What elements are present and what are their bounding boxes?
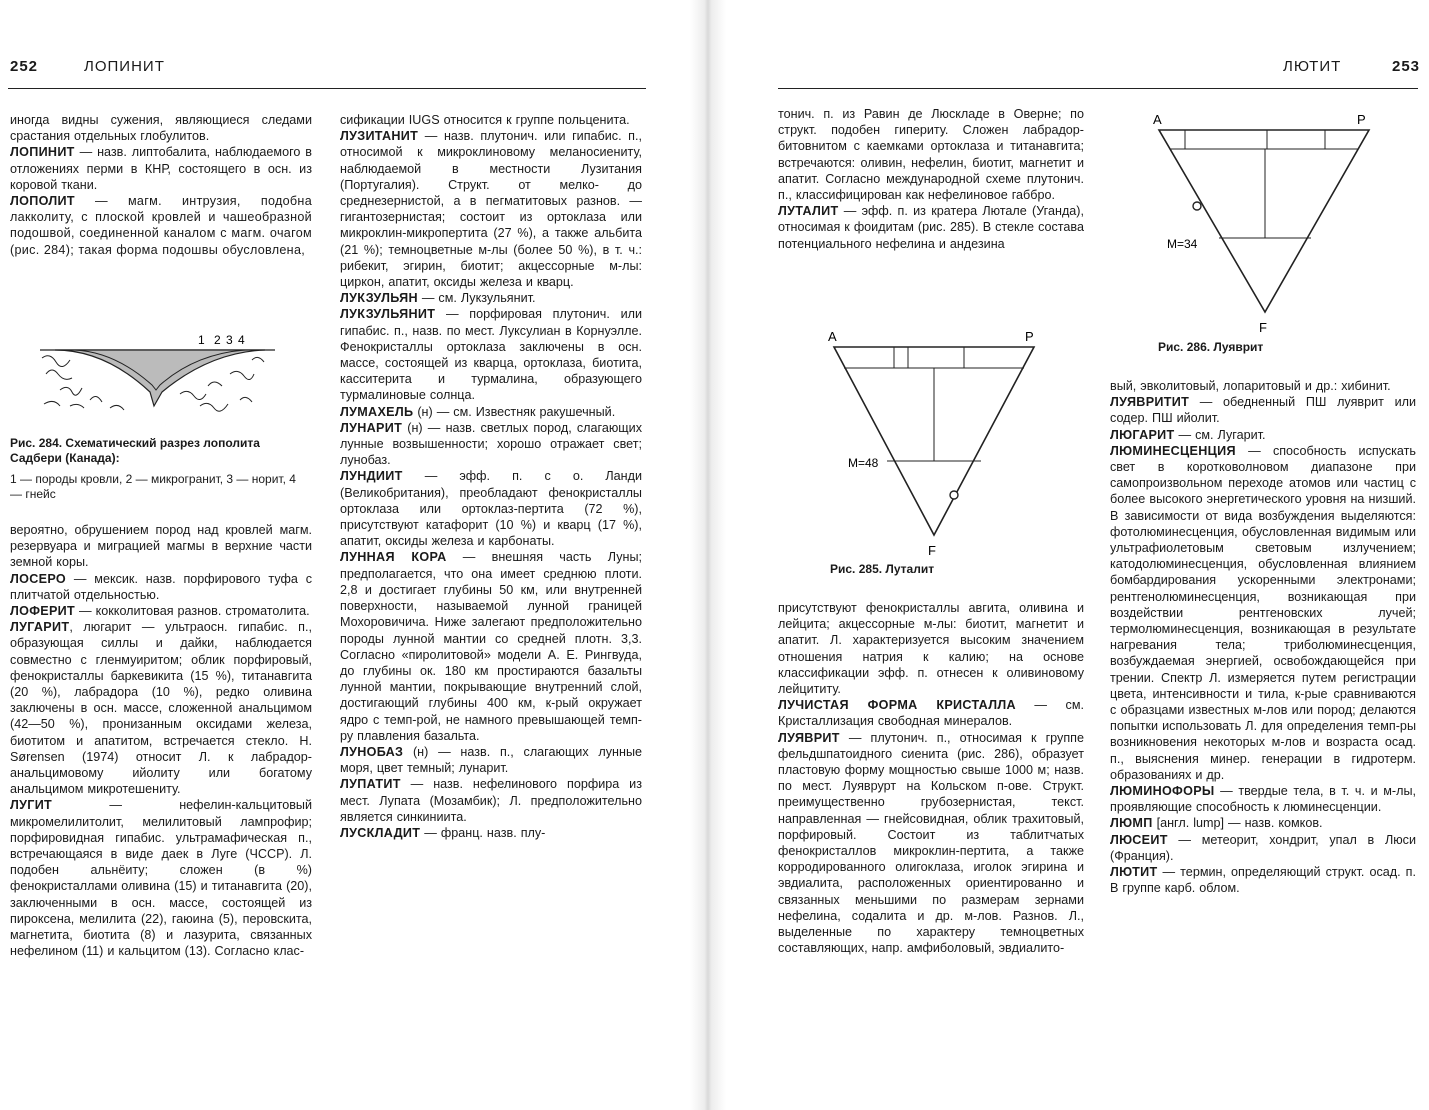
entry-lukzulyanit: ЛУКЗУЛЬЯНИТ — порфировая плутонич. или гипабис. п., назв. по мест. Луксулиан в Корнуэлле. Фенокристаллы ортоклаза заключены в осн. массе, состоящей из кварца, ортоклаза, биотита, касситерита и турмалина, образующего турмалиновые солнца. <box>340 307 642 403</box>
right-header-rule <box>778 88 1418 89</box>
fig286-point <box>1193 202 1201 210</box>
entry-luyavritit: ЛУЯВРИТИТ — обедненный ПШ луяврит или содер. ПШ ийолит. <box>1110 395 1416 426</box>
entry-loferit: ЛОФЕРИТ — кокколитовая разнов. строматолита. <box>10 604 310 619</box>
fig286-label-m: M=34 <box>1167 237 1198 251</box>
entry-continuation-lutalit: присутствуют фенокристаллы авгита, оливина и лейцита; акцессорные м-лы: биотит, магнетит и апатит. Л. характеризуется высоким значением отношения натрия к калию; на основе классификации эфф. п. отнесен к оливиновому лейцититу. <box>778 601 1084 697</box>
fig285-label-m: M=48 <box>848 456 879 470</box>
entry-luyavrit: ЛУЯВРИТ — плутонич. п., относимая к группе фельдшпатоидного сиенита (рис. 286), образует пластовую форму мощностью свыше 1000 м; назв. по мест. Луяврурт на Кольском п-ове. Структ. преимущественно грубозернистая, текст. направленная — гнейсовидная, облик трахитовый, порфировый. Состоит из таблитчатых фенокристаллов микроклин-пертита, а также корродированного олигоклаза, иголок эгирина и эвдиалита, расположенных ориентированно и связанных меньшими по размерам зернами нефелина, содалита и др. м-лов. Разнов. Л., выделенные по характеру темноцветных составляющих, напр. амфиболовый, эвдиалито- <box>778 730 1084 956</box>
entry-continuation-lugit: сификации IUGS относится к группе польценита. <box>340 113 630 127</box>
left-col1-top <box>10 112 312 258</box>
right-page-number: 253 <box>1392 58 1421 75</box>
fig285-point <box>950 491 958 499</box>
left-col1-bottom <box>10 522 312 959</box>
entry-lugit: ЛУГИТ — нефелин-кальцитовый микромелилитолит, мелилитовый лампрофир; порфировидная гипабис. ультрамафическая п., встречающаяся в виде даек в Луге (ЧССР). Л. подобен альнёиту; сложен (в %) фенокристаллами оливина (15) и титанавгита (20), заключенными в осн. массе, состоящей из пироксена, мелилита (22), гаюина (5), перовскита, магнетита, биотита (8) и лазурита, связанных нефелином (11) и кальцитом (13). Согласно клас- <box>10 798 312 959</box>
fig284-caption: Рис. 284. Схематический разрез лополита Садбери (Канада): <box>10 436 260 465</box>
figure-284-lopolith <box>30 330 305 415</box>
fig286-label-a: A <box>1153 112 1162 127</box>
entry-continuation-lopolit: вероятно, обрушением пород над кровлей магм. резервуара и миграцией магмы в верхние части земной коры. <box>10 523 312 570</box>
fig284-label-1: 1 <box>198 333 205 347</box>
right-col1-bottom <box>778 600 1084 956</box>
entry-continuation-luyavrit: вый, эвколитовый, лопаритовый и др.: хибинит. <box>1110 379 1391 393</box>
entry-lumakhel: ЛУМАХЕЛЬ (н) — см. Известняк ракушечный. <box>340 404 616 419</box>
entry-lopinit: ЛОПИНИТ — назв. липтобалита, наблюдаемого в отложениях перми в КНР, состоящего в осн. из коровой ткани. <box>10 145 312 192</box>
entry-luskladit: ЛУСКЛАДИТ — франц. назв. плу- <box>340 825 546 840</box>
entry-continuation-luskladit: тонич. п. из Равин де Люскладе в Оверне; по структ. подобен гипериту. Сложен лабрадор-битовнитом с каемками ортоклаза и титанавгита; встречаются: оливин, нефелин, биотит, магнетит и апатит. Согласно международной схеме плутонич. п., классифицирован как нефелиновое габбро. <box>778 107 1084 203</box>
left-running-head: ЛОПИНИТ <box>84 58 165 75</box>
entry-lyutit: ЛЮТИТ — термин, определяющий структ. осад. п. В группе карб. облом. <box>1110 865 1416 896</box>
left-header-rule <box>8 88 646 89</box>
entry-lunnaya-kora: ЛУННАЯ КОРА — внешняя часть Луны; предполагается, что она имеет среднюю плоти. 2,8 и достигает глубины 50 км, или внутренней поверхности, называемой лунной границей Мохоровичича. Ниже залегают предположительно породы лунной мантии со средней плотн. 3,3. Согласно «пиролитовой» модели А. Е. Рингвуда, до глубины ок. 180 км простираются базальты лунной мантии, покрывающие внутренний слой, достигающий глубины 400 км, к-рый окружает ядро с темп-рой, не намного превышающей темп-ру плавления базальта. <box>340 550 642 743</box>
fig284-label-3: 3 <box>226 333 233 347</box>
figure-285-lutalit <box>820 325 1050 565</box>
entry-lukzulyan: ЛУКЗУЛЬЯН — см. Лукзульянит. <box>340 291 536 306</box>
fig285-label-a: A <box>828 329 837 344</box>
entry-lyugarit: ЛЮГАРИТ — см. Лугарит. <box>1110 427 1266 442</box>
entry-continuation: иногда видны сужения, являющиеся следами срастания отдельных глобулитов. <box>10 113 312 144</box>
figure-286-luyavrit <box>1145 108 1375 338</box>
entry-lugarit: ЛУГАРИТ, люгарит — ультраосн. гипабис. п., образующая силлы и дайки, наблюдается совместно с гленмуиритом; облик порфировый, фенокристаллы баркевикита (15 %), титанавгита (20 %), лабрадора (10 %), редко оливина заключены в осн. массе, сложенной анальцимом (42—50 %), пронизанным оксидами железа, биотитом и апатитом, встречается стекло. H. Sørensen (1974) относит Л. к лабрадор-анальцимовому ийолиту или богатому анальцимом микротешениту. <box>10 620 312 797</box>
right-running-head: ЛЮТИТ <box>1283 58 1342 75</box>
fig285-caption: Рис. 285. Луталит <box>830 562 935 576</box>
right-col2 <box>1110 378 1416 897</box>
entry-lutalit: ЛУТАЛИТ — эфф. п. из кратера Лютале (Уганда), относимая к фоидитам (рис. 285). В стекле состава потенциального нефелина и андезина <box>778 204 1084 251</box>
fig284-legend: 1 — породы кровли, 2 — микрогранит, 3 — норит, 4 — гнейс <box>10 472 296 501</box>
book-gutter <box>690 0 726 1110</box>
fig286-label-p: P <box>1357 112 1366 127</box>
entry-luchistaya-forma: ЛУЧИСТАЯ ФОРМА КРИСТАЛЛА — см. Кристаллизация свободная минералов. <box>778 698 1084 729</box>
entry-lunobaz: ЛУНОБАЗ (н) — назв. п., слагающих лунные моря, цвет темный; лунарит. <box>340 744 642 776</box>
entry-luzitanit: ЛУЗИТАНИТ — назв. плутонич. или гипабис. п., относимой к микроклиновому меланосиениту, наблюдаемой в местности Лузитания (Португалия). Структ. от мелко- до среднезернистой, а в пегматитовых разнов. — гигантозернистая; состоит из ортоклаза или микроклин-микропертита (27 %), а также альбита (21 %); темноцветные м-лы (более 50 %), в т. ч.: рибекит, эгирин, биотит; акцессорные м-лы: циркон, апатит, оксиды железа и кварц. <box>340 129 642 290</box>
entry-lopolit: ЛОПОЛИТ — магм. интрузия, подобна лакколиту, с плоской кровлей и чашеобразной подошвой, соединеннoй каналом с магм. очагом (рис. 284); такая форма подошвы обусловлена, <box>10 194 312 257</box>
fig284-label-4: 4 <box>238 333 245 347</box>
entry-lundiit: ЛУНДИИТ — эфф. п. с о. Ланди (Великобритания), преобладают фенокристаллы ортоклаза или ортоклаз-пертита (72 %), присутствуют катафорит (10 %) и кварц (17 %), апатит, оксиды железа и карбонаты. <box>340 469 642 549</box>
left-page-number: 252 <box>10 58 39 75</box>
fig284-label-2: 2 <box>214 333 221 347</box>
left-col2 <box>340 112 642 841</box>
entry-lupatit: ЛУПАТИТ — назв. нефелинового порфира из мест. Лупата (Мозамбик); Л. предположительно является синкиниита. <box>340 777 642 824</box>
entry-lyuminofory: ЛЮМИНОФОРЫ — твердые тела, в т. ч. и м-лы, проявляющие способность к люминесценции. <box>1110 784 1416 815</box>
entry-losero: ЛОСЕРО — мексик. назв. порфирового туфа с плитчатой отдельностью. <box>10 571 312 602</box>
fig285-label-p: P <box>1025 329 1034 344</box>
entry-lyuminestsentsiya: ЛЮМИНЕСЦЕНЦИЯ — способность испускать свет в коротковолновом диапазоне при самопроизвольном переходе атомов или частиц с более высокого энергетического уровня на низший. В зависимости от вида возбуждения выделяются: фотолюминесценция, обусловленная видимым или ультрафиолетовым световым излучением; катодолюминесценция, обусловленная влиянием бомбардирования ускоренными электронами; рентгенолюминесценция, возникающая при воздействии рентгеновских лучей; термолюминесценция, возникающая в результате нагревания тела; триболюминесценция, возбуждаемая энергией, освобождающейся при трении. Спектр Л. измеряется путем регистрации цвета, интенсивности и тила, к-рые сравниваются с образцами известных м-лов или пород; делаются попытки использовать Л. для определения темп-ры возникновения некоторых м-лов и возраста осад. п., выяснения минер. генерации в гидротерм. образованиях и др. <box>1110 443 1416 782</box>
fig286-label-f: F <box>1259 320 1267 335</box>
fig286-caption: Рис. 286. Луяврит <box>1158 340 1264 354</box>
entry-lyuseit: ЛЮСЕИТ — метеорит, хондрит, упал в Люси (Франция). <box>1110 832 1416 863</box>
fig285-label-f: F <box>928 543 936 558</box>
entry-lyump: ЛЮМП [англ. lump] — назв. комков. <box>1110 816 1323 831</box>
right-col1-top <box>778 106 1084 252</box>
entry-lunarit: ЛУНАРИТ (н) — назв. светлых пород, слагающих лунные возвышенности; хорошо отражает свет; лунобаз. <box>340 420 642 468</box>
